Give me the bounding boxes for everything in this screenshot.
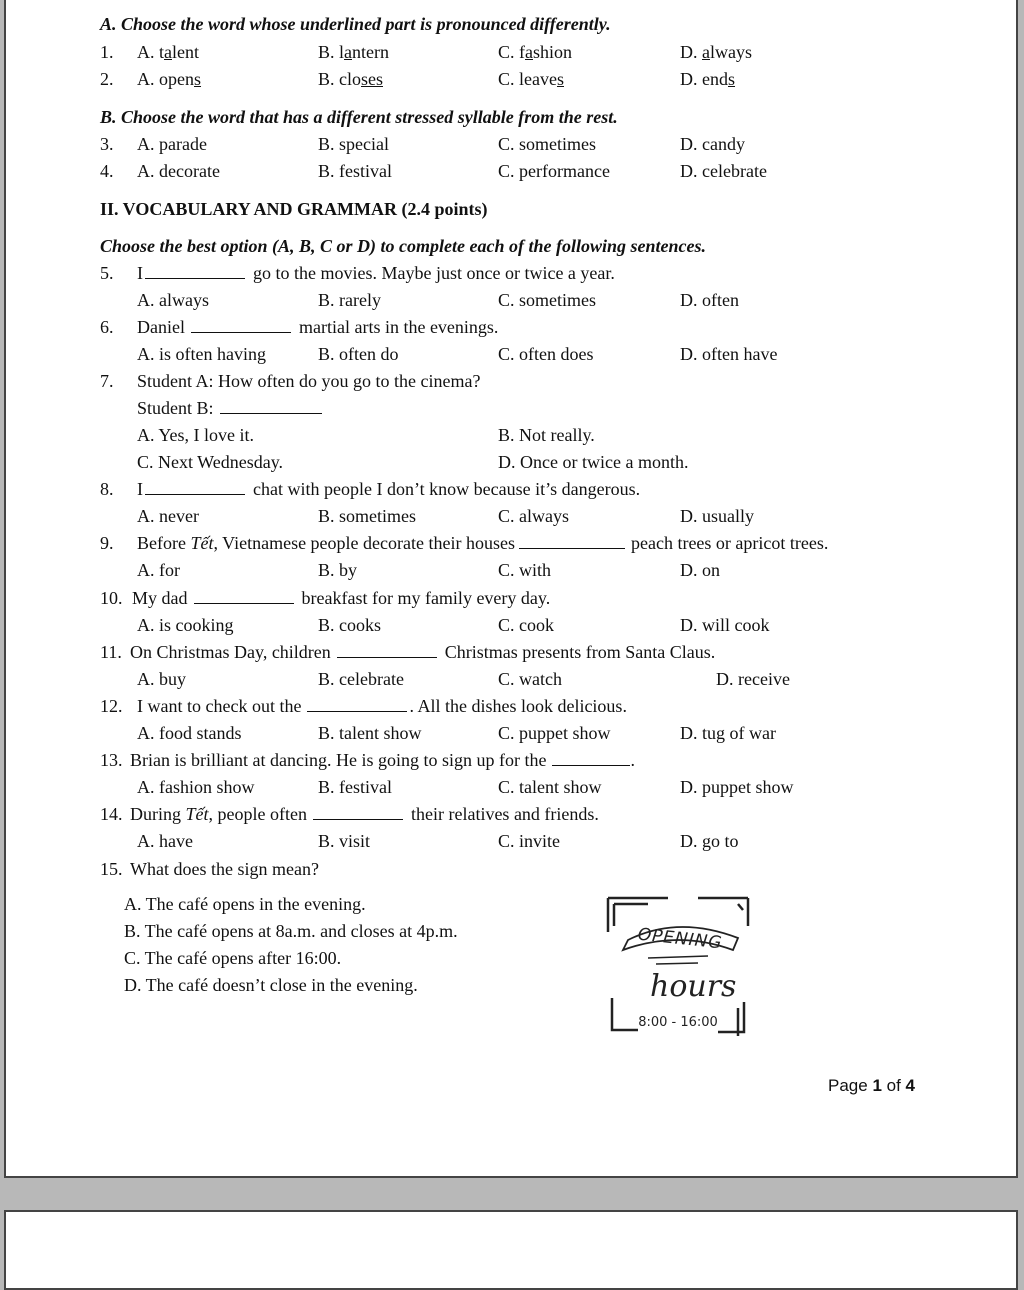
q12-option-d: D. tug of war — [680, 723, 776, 743]
q11-stem: On Christmas Day, children Christmas presents from Santa Claus. — [130, 642, 716, 662]
q5-stem: I go to the movies. Maybe just once or twice a year. — [137, 263, 615, 283]
q1-option-c: C. fashion — [498, 42, 573, 62]
q3-option-b: B. special — [318, 134, 389, 154]
q1-option-d: D. always — [680, 42, 752, 62]
q10-option-a: A. is cooking — [137, 615, 234, 635]
q3-option-c: C. sometimes — [498, 134, 596, 154]
opening-hours-sign — [598, 890, 758, 1050]
q6-option-c: C. often does — [498, 344, 594, 364]
q8-option-d: D. usually — [680, 506, 754, 526]
q7-option-a: A. Yes, I love it. — [137, 425, 255, 445]
q10-option-b: B. cooks — [318, 615, 381, 635]
sign-opening-text: OPENING — [636, 924, 724, 954]
q12-stem: I want to check out the . All the dishes look delicious. — [137, 696, 627, 716]
q2-option-d: D. ends — [680, 69, 736, 89]
q8-number: 8. — [100, 479, 114, 499]
q7-line-1: Student A: How often do you go to the cinema? — [137, 371, 481, 391]
q6-option-b: B. often do — [318, 344, 399, 364]
q9-option-a: A. for — [137, 560, 180, 580]
q4-option-c: C. performance — [498, 161, 610, 181]
q10-blank — [194, 589, 294, 604]
q8-blank — [145, 480, 245, 495]
q4-option-a: A. decorate — [137, 161, 220, 181]
q4-option-d: D. celebrate — [680, 161, 767, 181]
q11-number: 11. — [100, 642, 122, 662]
q9-blank — [519, 534, 625, 549]
q8-stem: I chat with people I don’t know because it’s dangerous. — [137, 479, 641, 499]
q4-option-b: B. festival — [318, 161, 392, 181]
q14-option-d: D. go to — [680, 831, 739, 851]
q6-blank — [191, 318, 291, 333]
q9-option-b: B. by — [318, 560, 358, 580]
q14-number: 14. — [100, 804, 123, 824]
q6-number: 6. — [100, 317, 114, 337]
q11-option-b: B. celebrate — [318, 669, 404, 689]
q12-option-b: B. talent show — [318, 723, 422, 743]
q15-stem: What does the sign mean? — [130, 859, 319, 879]
q11-option-c: C. watch — [498, 669, 562, 689]
q3-option-d: D. candy — [680, 134, 745, 154]
q8-option-c: C. always — [498, 506, 569, 526]
q12-option-c: C. puppet show — [498, 723, 611, 743]
q9-option-c: C. with — [498, 560, 552, 580]
q2-option-a: A. opens — [137, 69, 202, 89]
q11-blank — [337, 643, 437, 658]
q5-number: 5. — [100, 263, 114, 283]
q7-line-2: Student B: — [137, 397, 322, 419]
q14-stem: During Tết, people often their relatives and friends. — [130, 804, 599, 824]
sign-time-text: 8:00 - 16:00 — [638, 1015, 718, 1030]
q7-option-c: C. Next Wednesday. — [137, 452, 284, 472]
q9-option-d: D. on — [680, 560, 720, 580]
page-2 — [4, 1210, 1018, 1290]
q11-option-d: D. receive — [716, 669, 790, 689]
page-number: Page 1 of 4 — [828, 1076, 915, 1095]
q2-number: 2. — [100, 69, 114, 89]
q13-option-b: B. festival — [318, 777, 392, 797]
q14-option-c: C. invite — [498, 831, 560, 851]
q4-number: 4. — [100, 161, 114, 181]
q6-option-d: D. often have — [680, 344, 778, 364]
q3-number: 3. — [100, 134, 114, 154]
q2-option-c: C. leaves — [498, 69, 564, 89]
q9-number: 9. — [100, 533, 114, 553]
q15-option-c: C. The café opens after 16:00. — [124, 948, 342, 968]
part-2-title: II. VOCABULARY AND GRAMMAR (2.4 points) — [100, 199, 488, 219]
q2-option-b: B. closes — [318, 69, 383, 89]
q13-option-c: C. talent show — [498, 777, 602, 797]
q1-option-a: A. talent — [137, 42, 199, 62]
q10-stem: My dad breakfast for my family every day. — [132, 588, 551, 608]
q7-blank — [220, 399, 322, 414]
q15-option-a: A. The café opens in the evening. — [124, 894, 366, 914]
q8-option-b: B. sometimes — [318, 506, 416, 526]
q14-option-b: B. visit — [318, 831, 371, 851]
section-a-heading: A. Choose the word whose underlined part is pronounced differently. — [100, 14, 611, 34]
q1-number: 1. — [100, 42, 114, 62]
q13-number: 13. — [100, 750, 123, 770]
q10-option-d: D. will cook — [680, 615, 770, 635]
q13-option-d: D. puppet show — [680, 777, 794, 797]
q3-option-a: A. parade — [137, 134, 207, 154]
q7-number: 7. — [100, 371, 114, 391]
q5-option-c: C. sometimes — [498, 290, 596, 310]
q14-option-a: A. have — [137, 831, 193, 851]
q12-blank — [307, 697, 407, 712]
q10-number: 10. — [100, 588, 123, 608]
q13-option-a: A. fashion show — [137, 777, 255, 797]
section-b-heading: B. Choose the word that has a different stressed syllable from the rest. — [100, 107, 618, 127]
q7-option-b: B. Not really. — [498, 425, 595, 445]
q9-stem: Before Tết, Vietnamese people decorate their houses peach trees or apricot trees. — [137, 533, 829, 553]
q14-blank — [313, 805, 403, 820]
q1-option-b: B. lantern — [318, 42, 389, 62]
q5-blank — [145, 264, 245, 279]
q5-option-a: A. always — [137, 290, 209, 310]
q12-number: 12. — [100, 696, 123, 716]
q15-option-d: D. The café doesn’t close in the evening. — [124, 975, 418, 995]
q7-option-d: D. Once or twice a month. — [498, 452, 689, 472]
q15-number: 15. — [100, 859, 123, 879]
part-2-instruction: Choose the best option (A, B, C or D) to complete each of the following sentences. — [100, 236, 706, 256]
q5-option-d: D. often — [680, 290, 739, 310]
q13-stem: Brian is brilliant at dancing. He is going to sign up for the . — [130, 750, 635, 770]
q6-option-a: A. is often having — [137, 344, 266, 364]
q13-blank — [552, 751, 630, 766]
q5-option-b: B. rarely — [318, 290, 381, 310]
sign-hours-text: hours — [650, 969, 737, 1004]
q8-option-a: A. never — [137, 506, 199, 526]
q6-stem: Daniel martial arts in the evenings. — [137, 317, 499, 337]
q15-option-b: B. The café opens at 8a.m. and closes at 4p.m. — [124, 921, 458, 941]
q10-option-c: C. cook — [498, 615, 554, 635]
q12-option-a: A. food stands — [137, 723, 242, 743]
q11-option-a: A. buy — [137, 669, 186, 689]
